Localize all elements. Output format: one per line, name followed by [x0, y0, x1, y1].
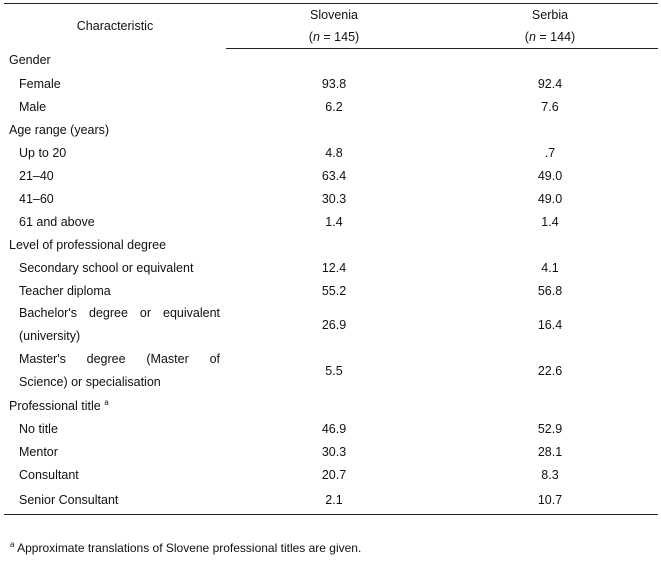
cell-serbia: 22.6 — [537, 364, 563, 378]
footnote-marker: a — [10, 540, 15, 549]
row-label: Up to 20 — [19, 145, 67, 160]
cell-serbia: 8.3 — [541, 467, 559, 482]
section-row — [4, 233, 658, 256]
cell-slovenia: 55.2 — [321, 283, 347, 298]
table-row — [4, 302, 658, 348]
cell-serbia: 1.4 — [541, 214, 559, 229]
section-label: Professional title $^a$ — [9, 397, 109, 413]
table-header — [4, 4, 658, 49]
cell-slovenia: 30.3 — [321, 191, 347, 206]
section-row — [4, 118, 658, 141]
cell-slovenia: 6.2 — [325, 99, 343, 114]
table-footnote — [10, 541, 361, 555]
cell-slovenia: 93.8 — [321, 76, 347, 91]
header-slovenia: Slovenia — [226, 4, 442, 27]
section-label: Gender — [9, 53, 51, 68]
table-row — [4, 279, 658, 302]
cell-serbia: 49.0 — [537, 191, 563, 206]
table-row — [4, 440, 658, 463]
cell-serbia: 10.7 — [442, 486, 658, 515]
cell-serbia: 16.4 — [537, 318, 563, 332]
cell-slovenia: 63.4 — [321, 168, 347, 183]
table-row — [4, 95, 658, 118]
cell-slovenia — [226, 233, 442, 256]
header-characteristic: Characteristic — [4, 4, 226, 49]
cell-slovenia: 5.5 — [325, 364, 343, 378]
row-label: Master's degree (Master of Science) or specialisation — [19, 352, 220, 389]
cell-serbia: 28.1 — [537, 444, 563, 459]
cell-slovenia — [226, 118, 442, 141]
section-label: Age range (years) — [9, 122, 110, 137]
cell-serbia — [442, 394, 658, 417]
table-row — [4, 187, 658, 210]
demographics-table — [4, 3, 658, 515]
section-row — [4, 394, 658, 417]
table-row — [4, 72, 658, 95]
table-row — [4, 348, 658, 394]
cell-slovenia: 26.9 — [321, 318, 347, 332]
cell-serbia — [442, 118, 658, 141]
cell-serbia: .7 — [544, 145, 556, 160]
row-label: Male — [19, 99, 47, 114]
cell-slovenia: 12.4 — [321, 260, 347, 275]
cell-serbia: 52.9 — [537, 421, 563, 436]
row-label: Bachelor's degree or equivalent (university) — [19, 306, 220, 343]
section-row — [4, 49, 658, 73]
row-label: Senior Consultant — [4, 486, 226, 515]
row-label: No title — [19, 421, 58, 436]
table-row — [4, 463, 658, 486]
table-body — [4, 49, 658, 515]
row-label: Female — [19, 76, 61, 91]
row-label: Consultant — [19, 467, 79, 482]
footnote-text: Approximate translations of Slovene professional titles are given. — [14, 541, 362, 555]
table-row — [4, 486, 658, 515]
cell-slovenia: 20.7 — [321, 467, 347, 482]
row-label: Mentor — [19, 444, 58, 459]
row-label: Secondary school or equivalent — [19, 260, 194, 275]
cell-serbia — [442, 49, 658, 73]
row-label: 61 and above — [19, 214, 95, 229]
cell-slovenia: 30.3 — [321, 444, 347, 459]
header-serbia: Serbia — [442, 4, 658, 27]
cell-serbia — [442, 233, 658, 256]
header-slovenia-n: (n = 145) — [226, 26, 442, 49]
cell-slovenia — [226, 49, 442, 73]
cell-slovenia: 1.4 — [325, 214, 343, 229]
section-label: Level of professional degree — [9, 237, 167, 252]
cell-serbia: 49.0 — [537, 168, 563, 183]
table-row — [4, 417, 658, 440]
row-label: 21–40 — [19, 168, 54, 183]
table-row — [4, 141, 658, 164]
table-row — [4, 256, 658, 279]
row-label: Teacher diploma — [19, 283, 111, 298]
row-label: 41–60 — [19, 191, 54, 206]
cell-slovenia: 46.9 — [321, 421, 347, 436]
header-serbia-n: (n = 144) — [442, 26, 658, 49]
cell-serbia: 92.4 — [537, 76, 563, 91]
cell-slovenia: 2.1 — [226, 486, 442, 515]
table-row — [4, 164, 658, 187]
cell-serbia: 7.6 — [541, 99, 559, 114]
cell-slovenia: 4.8 — [325, 145, 343, 160]
superscript-marker: a — [104, 397, 109, 407]
cell-serbia: 56.8 — [537, 283, 563, 298]
cell-serbia: 4.1 — [541, 260, 559, 275]
table-row — [4, 210, 658, 233]
cell-slovenia — [226, 394, 442, 417]
